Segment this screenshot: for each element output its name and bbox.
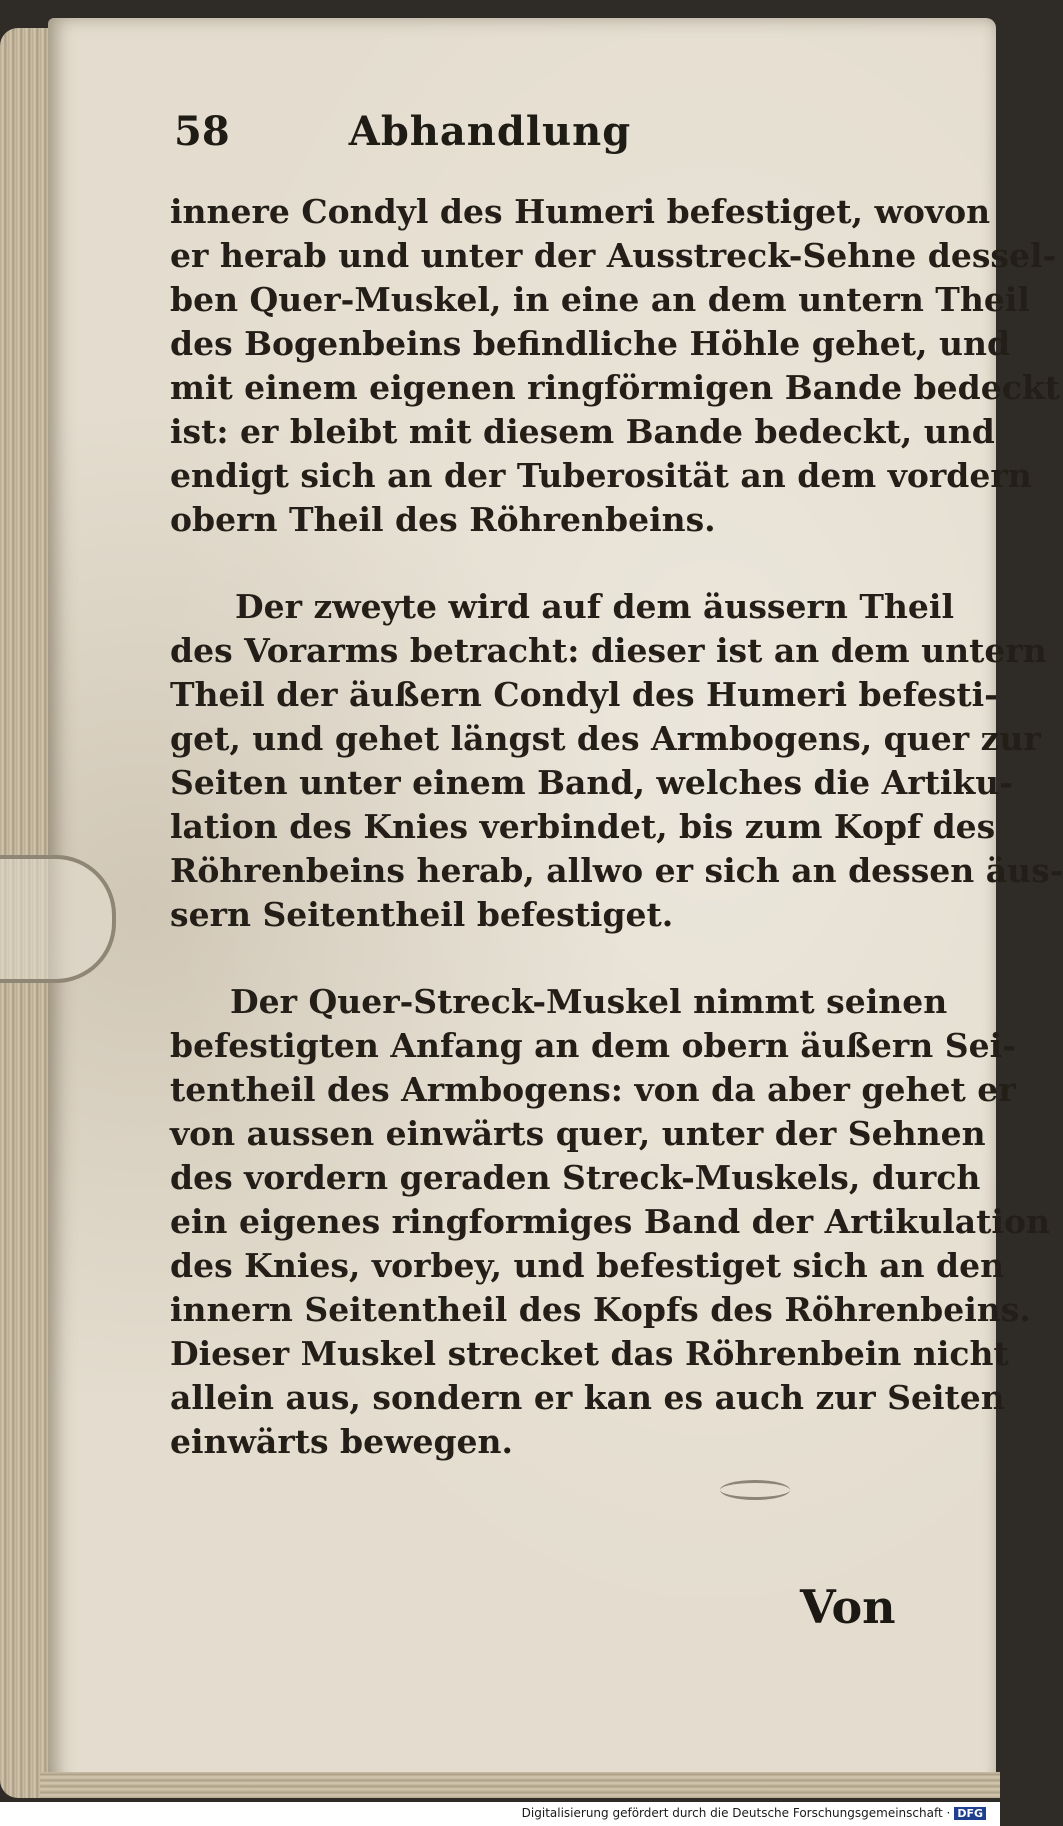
text-line: tentheil des Armbogens: von da aber gehet er [170, 1070, 1016, 1109]
text-line: Dieser Muskel strecket das Röhrenbein nicht [170, 1334, 1009, 1373]
bookmark-clip [0, 855, 116, 983]
text-line: innere Condyl des Humeri befestiget, wovon [170, 192, 991, 231]
text-line: innern Seitentheil des Kopfs des Röhrenbeins. [170, 1290, 1031, 1329]
text-line: des Vorarms betracht: dieser ist an dem untern [170, 631, 1047, 670]
text-line: lation des Knies verbindet, bis zum Kopf des [170, 807, 996, 846]
running-head: Abhandlung [348, 108, 632, 155]
page-header [170, 108, 810, 168]
text-line: sern Seitentheil befestiget. [170, 895, 674, 934]
text-line: Seiten unter einem Band, welches die Artiku- [170, 763, 1013, 802]
text-line: ben Quer-Muskel, in eine an dem untern Theil [170, 280, 1030, 319]
text-line: get, und gehet längst des Armbogens, quer zur [170, 719, 1041, 758]
text-line: obern Theil des Röhrenbeins. [170, 500, 716, 539]
text-line: des vordern geraden Streck-Muskels, durch [170, 1158, 981, 1197]
text-line: mit einem eigenen ringförmigen Bande bedeckt [170, 368, 1060, 407]
text-line: Der Quer-Streck-Muskel nimmt seinen [230, 982, 948, 1021]
credit-text: Digitalisierung gefördert durch die Deutsche Forschungsgemeinschaft · [521, 1806, 951, 1820]
ornament [720, 1480, 790, 1500]
text-line: einwärts bewegen. [170, 1422, 514, 1461]
text-line: endigt sich an der Tuberosität an dem vordern [170, 456, 1032, 495]
text-line: Theil der äußern Condyl des Humeri befesti- [170, 675, 998, 714]
page-stack-edge [40, 1772, 1000, 1798]
text-line: von aussen einwärts quer, unter der Sehnen [170, 1114, 986, 1153]
page-number: 58 [174, 108, 230, 155]
catchword: Von [800, 1580, 896, 1634]
text-line: allein aus, sondern er kan es auch zur Seiten [170, 1378, 1005, 1417]
text-line: Röhrenbeins herab, allwo er sich an dessen äus- [170, 851, 1063, 890]
text-line: des Bogenbeins befindliche Höhle gehet, und [170, 324, 1011, 363]
text-line: ist: er bleibt mit diesem Bande bedeckt, und [170, 412, 995, 451]
text-line: Der zweyte wird auf dem äussern Theil [235, 587, 954, 626]
text-line: ein eigenes ringformiges Band der Artikulation [170, 1202, 1050, 1241]
dfg-logo: DFG [954, 1807, 986, 1820]
text-line: befestigten Anfang an dem obern äußern Sei- [170, 1026, 1016, 1065]
digitization-credit [522, 1806, 986, 1820]
text-line: des Knies, vorbey, und befestiget sich an den [170, 1246, 1005, 1285]
text-line: er herab und unter der Ausstreck-Sehne dessel- [170, 236, 1057, 275]
